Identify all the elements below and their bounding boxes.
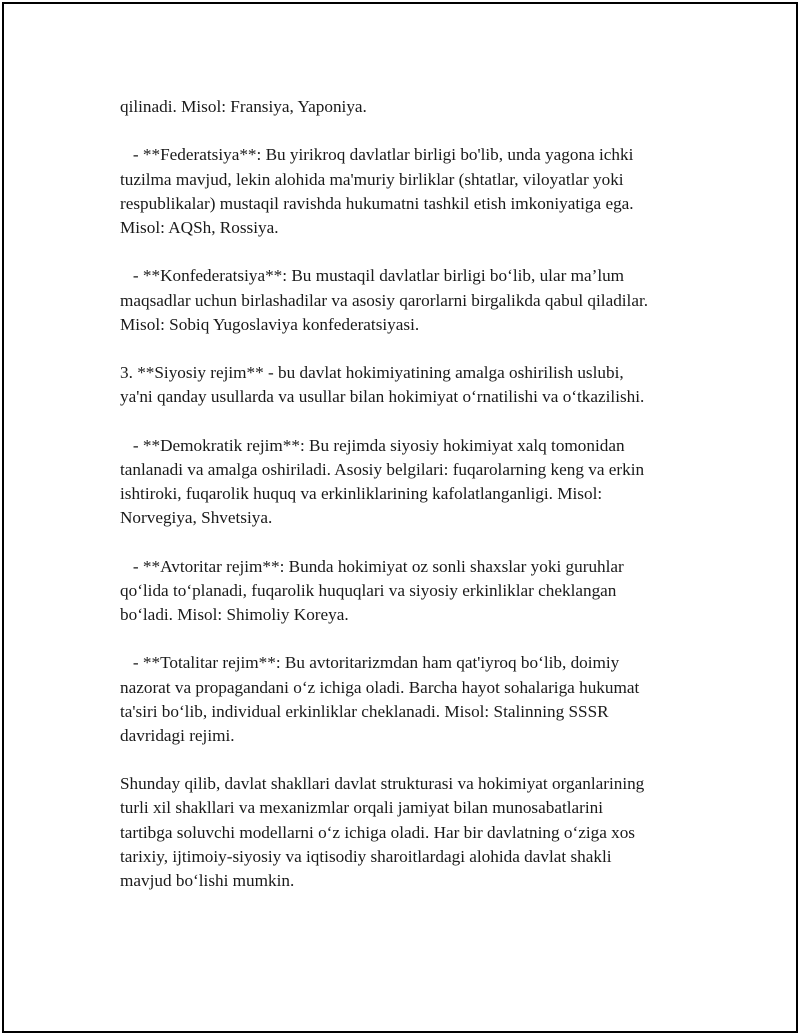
paragraph-authoritarian-regime	[120, 555, 700, 628]
text-line: - **Federatsiya**: Bu yirikroq davlatlar birligi bo'lib, unda yagona ichki	[120, 145, 634, 165]
text-line: - **Totalitar rejim**: Bu avtoritarizmdan ham qat'iyroq bo‘lib, doimiy	[120, 653, 620, 673]
paragraph-gap	[120, 337, 700, 361]
paragraph-political-regime	[120, 361, 700, 409]
text-line: davridagi rejimi.	[120, 725, 235, 745]
text-line: maqsadlar uchun birlashadilar va asosiy qarorlarni birgalikda qabul qiladilar.	[120, 290, 649, 310]
paragraph-unitary-example	[120, 95, 700, 119]
paragraph-gap	[120, 748, 700, 772]
paragraph-gap	[120, 119, 700, 143]
text-line: qilinadi. Misol: Fransiya, Yaponiya.	[120, 97, 367, 116]
document-page	[2, 2, 798, 1033]
text-line: - **Demokratik rejim**: Bu rejimda siyosiy hokimiyat xalq tomonidan	[120, 435, 625, 455]
paragraph-confederation	[120, 264, 700, 337]
paragraph-gap	[120, 530, 700, 554]
text-line: bo‘ladi. Misol: Shimoliy Koreya.	[120, 604, 349, 624]
text-line: nazorat va propagandani o‘z ichiga oladi. Barcha hayot sohalariga hukumat	[120, 677, 640, 697]
text-line: respublikalar) mustaqil ravishda hukumatni tashkil etish imkoniyatiga ega.	[120, 193, 634, 213]
text-line: tuzilma mavjud, lekin alohida ma'muriy birliklar (shtatlar, viloyatlar yoki	[120, 169, 624, 189]
paragraph-federation	[120, 143, 700, 240]
paragraph-gap	[120, 240, 700, 264]
text-line: tarixiy, ijtimoiy-siyosiy va iqtisodiy sharoitlardagi alohida davlat shakli	[120, 846, 612, 866]
text-line: Misol: AQSh, Rossiya.	[120, 217, 279, 237]
text-line: qo‘lida to‘planadi, fuqarolik huquqlari va siyosiy erkinliklar cheklangan	[120, 580, 617, 600]
text-line: mavjud bo‘lishi mumkin.	[120, 871, 295, 890]
paragraph-gap	[120, 627, 700, 651]
text-line: 3. **Siyosiy rejim** - bu davlat hokimiyatining amalga oshirilish uslubi,	[120, 363, 624, 383]
text-line: tanlanadi va amalga oshiriladi. Asosiy belgilari: fuqarolarning keng va erkin	[120, 459, 645, 479]
text-line: - **Konfederatsiya**: Bu mustaqil davlatlar birligi bo‘lib, ular ma’lum	[120, 266, 625, 286]
paragraph-totalitarian-regime	[120, 651, 700, 748]
text-line: Shunday qilib, davlat shakllari davlat strukturasi va hokimiyat organlarining	[120, 774, 645, 794]
paragraph-democratic-regime	[120, 434, 700, 531]
text-line: tartibga soluvchi modellarni o‘z ichiga oladi. Har bir davlatning o‘ziga xos	[120, 822, 635, 842]
document-body	[120, 95, 700, 893]
text-line: Misol: Sobiq Yugoslaviya konfederatsiyasi.	[120, 314, 420, 334]
text-line: - **Avtoritar rejim**: Bunda hokimiyat oz sonli shaxslar yoki guruhlar	[120, 556, 624, 576]
text-line: ishtiroki, fuqarolik huquq va erkinliklarining kafolatlanganligi. Misol:	[120, 484, 603, 503]
paragraph-conclusion	[120, 772, 700, 893]
text-line: ta'siri bo‘lib, individual erkinliklar cheklanadi. Misol: Stalinning SSSR	[120, 701, 609, 721]
text-line: Norvegiya, Shvetsiya.	[120, 508, 273, 528]
text-line: turli xil shakllari va mexanizmlar orqali jamiyat bilan munosabatlarini	[120, 798, 604, 818]
paragraph-gap	[120, 409, 700, 433]
text-line: ya'ni qanday usullarda va usullar bilan hokimiyat o‘rnatilishi va o‘tkazilishi.	[120, 387, 645, 407]
